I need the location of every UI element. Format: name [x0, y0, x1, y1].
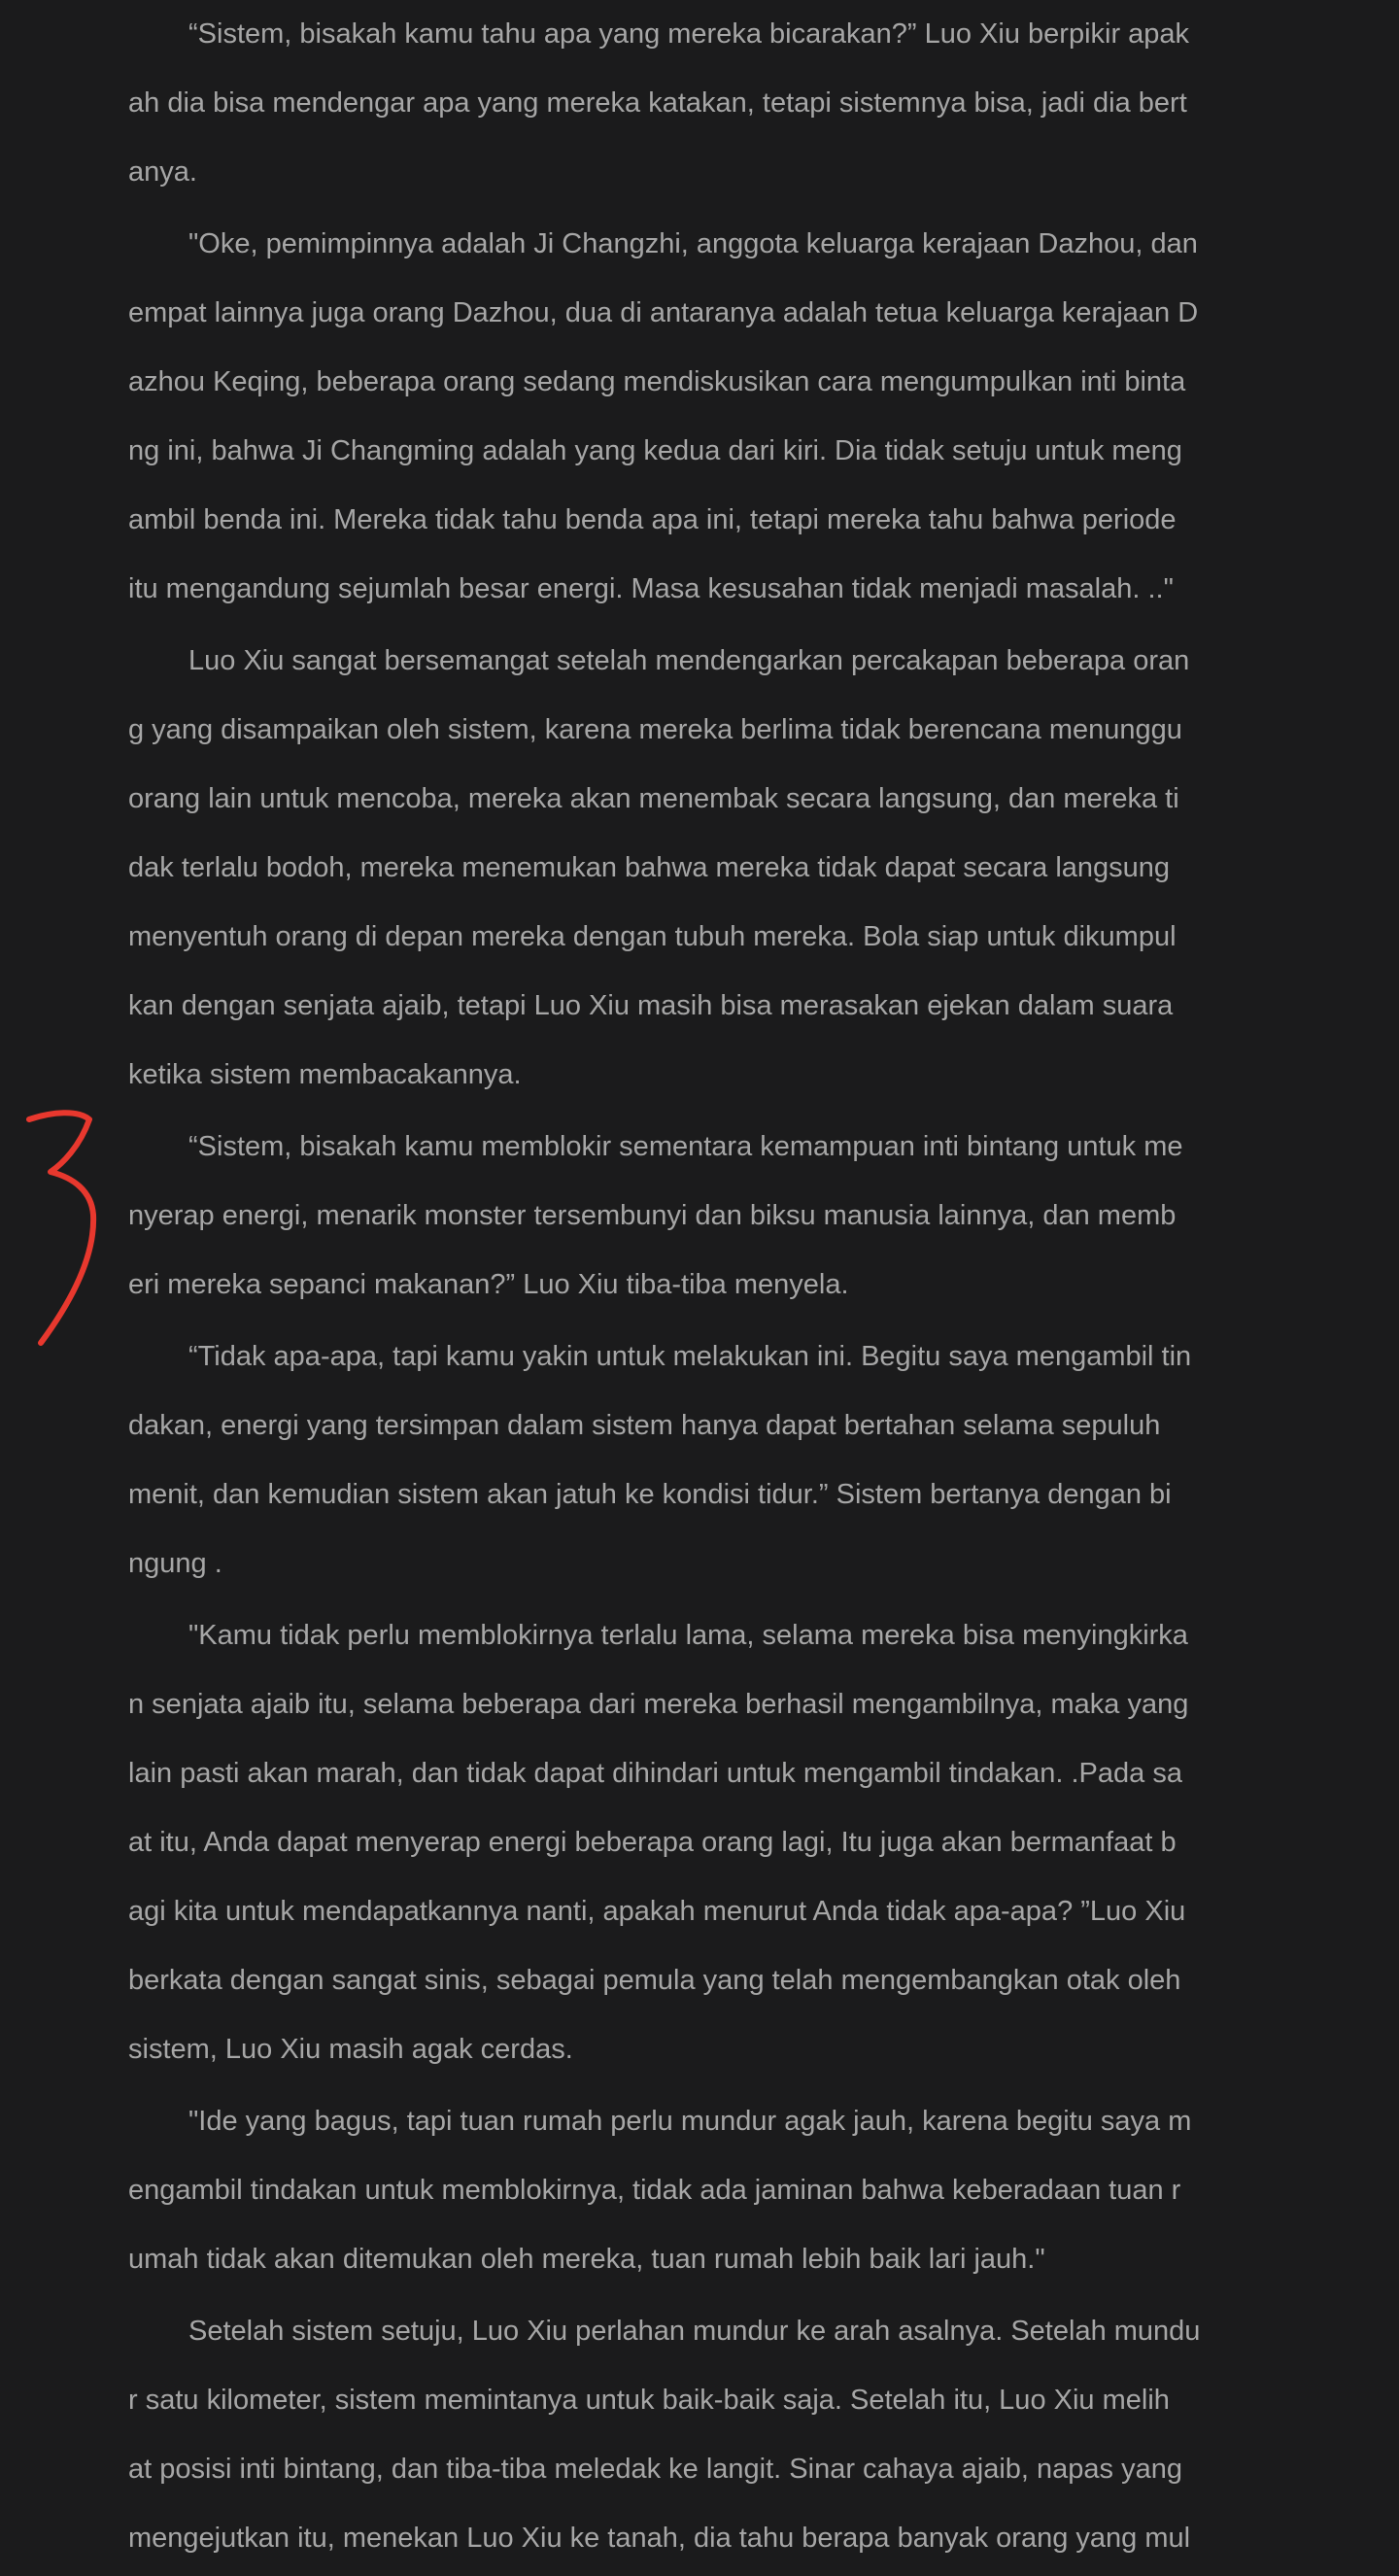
paragraph: "Ide yang bagus, tapi tuan rumah perlu mundur agak jauh, karena begitu saya m engambil tindakan untuk memblokirnya, tidak ada jaminan bahwa keberadaan tuan r umah tidak akan ditemukan oleh mereka, tuan rumah lebih baik lari jauh.": [128, 2106, 1192, 2275]
handwritten-three-annotation: [23, 1108, 111, 1351]
paragraph: Luo Xiu sangat bersemangat setelah mendengarkan percakapan beberapa oran g yang disampaikan oleh sistem, karena mereka berlima tidak berencana menunggu orang lain untuk mencoba, mereka akan menembak secara langsung, dan mereka ti dak terlalu bodoh, mereka menemukan bahwa mereka tidak dapat secara langsung menyentuh orang di depan mereka dengan tubuh mereka. Bola siap untuk dikumpul kan dengan senjata ajaib, tetapi Luo Xiu masih bisa merasakan ejekan dalam suara ketika sistem membacakannya.: [128, 645, 1190, 1090]
paragraph: Setelah sistem setuju, Luo Xiu perlahan mundur ke arah asalnya. Setelah mundu r satu kilometer, sistem memintanya untuk baik-baik saja. Setelah itu, Luo Xiu melih at posisi inti bintang, dan tiba-tiba meledak ke langit. Sinar cahaya ajaib, napas yang mengejutkan itu, menekan Luo Xiu ke tanah, dia tahu berapa banyak orang yang mul: [128, 2316, 1201, 2554]
annotation-stroke: [29, 1113, 93, 1343]
paragraph: "Kamu tidak perlu memblokirnya terlalu lama, selama mereka bisa menyingkirka n senjata ajaib itu, selama beberapa dari mereka berhasil mengambilnya, maka yang lain pasti akan marah, dan tidak dapat dihindari untuk mengambil tindakan. .Pada sa at itu, Anda dapat menyerap energi beberapa orang lagi, Itu juga akan bermanfaat b agi kita untuk mendapatkannya nanti, apakah menurut Anda tidak apa-apa? ”Luo Xiu berkata dengan sangat sinis, sebagai pemula yang telah mengembangkan otak oleh sistem, Luo Xiu masih agak cerdas.: [128, 1620, 1189, 2065]
paragraph: “Tidak apa-apa, tapi kamu yakin untuk melakukan ini. Begitu saya mengambil tin dakan, energi yang tersimpan dalam sistem hanya dapat bertahan selama sepuluh menit, dan kemudian sistem akan jatuh ke kondisi tidur.” Sistem bertanya dengan bi ngung .: [128, 1341, 1192, 1579]
reader-text: [128, 0, 1273, 2576]
paragraph: "Oke, pemimpinnya adalah Ji Changzhi, anggota keluarga kerajaan Dazhou, dan empat lainnya juga orang Dazhou, dua di antaranya adalah tetua keluarga kerajaan D azhou Keqing, beberapa orang sedang mendiskusikan cara mengumpulkan inti binta ng ini, bahwa Ji Changming adalah yang kedua dari kiri. Dia tidak setuju untuk meng ambil benda ini. Mereka tidak tahu benda apa ini, tetapi mereka tahu bahwa periode itu mengandung sejumlah besar energi. Masa kesusahan tidak menjadi masalah. ..": [128, 228, 1199, 604]
paragraph: “Sistem, bisakah kamu tahu apa yang mereka bicarakan?” Luo Xiu berpikir apak ah dia bisa mendengar apa yang mereka katakan, tetapi sistemnya bisa, jadi dia bert anya.: [128, 18, 1190, 188]
paragraph: “Sistem, bisakah kamu memblokir sementara kemampuan inti bintang untuk me nyerap energi, menarik monster tersembunyi dan biksu manusia lainnya, dan memb eri mereka sepanci makanan?” Luo Xiu tiba-tiba menyela.: [128, 1131, 1183, 1300]
